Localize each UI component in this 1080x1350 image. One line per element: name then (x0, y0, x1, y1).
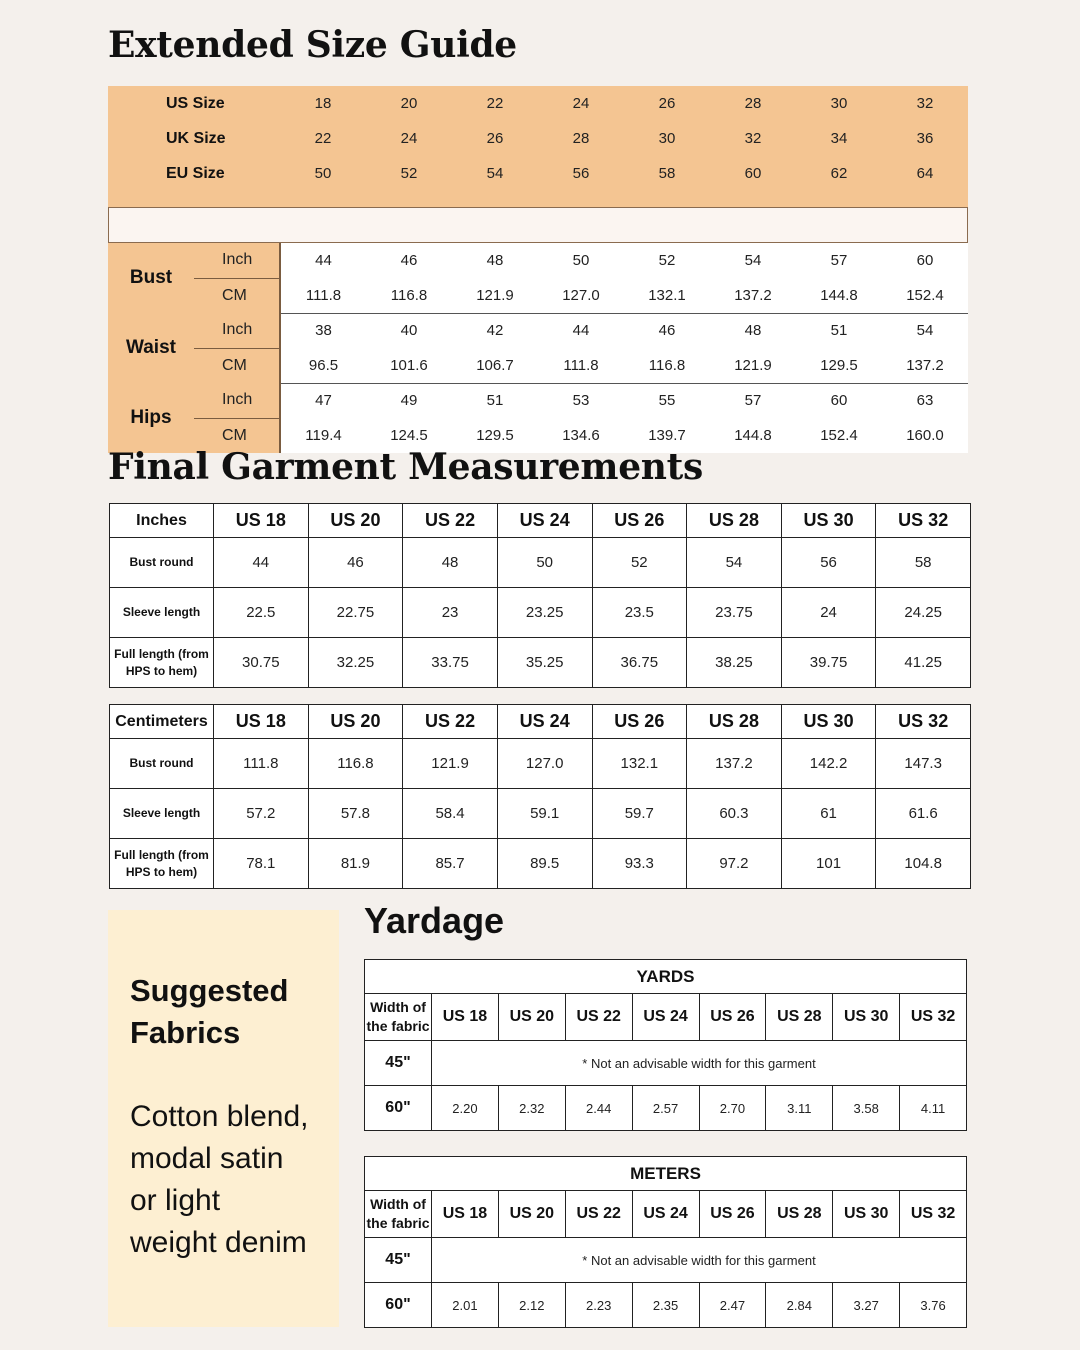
garment-row-label-line: Full length (from (114, 847, 209, 862)
garment-header-row (110, 705, 971, 739)
garment-cell: 132.1 (592, 739, 687, 789)
measurement-cell: 42 (452, 313, 538, 348)
measurement-cell: 48 (452, 243, 538, 278)
blank-box (108, 207, 968, 243)
yardage-size-header: US 30 (833, 994, 900, 1041)
yardage-45-row (365, 1041, 967, 1086)
garment-cell: 89.5 (497, 839, 592, 889)
measurement-cell: 51 (452, 383, 538, 418)
measurement-cell: 132.1 (624, 278, 710, 313)
unit-label-inch: Inch (194, 313, 280, 348)
fabrics-text-line: weight denim (130, 1226, 307, 1259)
garment-cell: 24.25 (876, 588, 971, 638)
garment-size-header: US 26 (592, 504, 687, 538)
yardage-caption: METERS (365, 1157, 967, 1191)
measurement-cell: 46 (624, 313, 710, 348)
garment-cell: 23.5 (592, 588, 687, 638)
garment-size-header: US 32 (876, 705, 971, 739)
measurement-cell: 137.2 (710, 278, 796, 313)
garment-cell: 24 (781, 588, 876, 638)
measurement-cell: 129.5 (796, 348, 882, 383)
measurement-inch-row (108, 313, 968, 348)
garment-cell: 23 (403, 588, 498, 638)
yardage-size-header: US 26 (699, 994, 766, 1041)
unit-label-inch: Inch (194, 383, 280, 418)
measurement-cell: 40 (366, 313, 452, 348)
measurement-cell: 96.5 (280, 348, 366, 383)
garment-header-row (110, 504, 971, 538)
size-guide-title: Extended Size Guide (108, 24, 517, 66)
measurement-cell: 160.0 (882, 418, 968, 453)
garment-size-header: US 20 (308, 705, 403, 739)
size-cell: 24 (366, 121, 452, 156)
fabrics-title-line: Suggested (130, 973, 289, 1008)
garment-cm-table (109, 704, 971, 889)
measurement-name: Waist (108, 313, 194, 383)
spacer-cell (108, 191, 968, 207)
garment-size-header: US 30 (781, 504, 876, 538)
fabric-width-60: 60" (365, 1086, 432, 1131)
garment-cell: 44 (214, 538, 309, 588)
measurement-cell: 144.8 (796, 278, 882, 313)
garment-cell: 58.4 (403, 789, 498, 839)
garment-cell: 97.2 (687, 839, 782, 889)
yardage-cell: 2.70 (699, 1086, 766, 1131)
yardage-size-header: US 22 (565, 1191, 632, 1238)
size-cell: 24 (538, 86, 624, 121)
unit-label-cm: CM (194, 418, 280, 453)
garment-row (110, 588, 971, 638)
size-cell: 54 (452, 156, 538, 191)
garment-cell: 50 (497, 538, 592, 588)
size-cell: 18 (280, 86, 366, 121)
unit-label-cm: CM (194, 278, 280, 313)
size-cell: 22 (280, 121, 366, 156)
width-of-fabric-line: Width of (370, 999, 426, 1015)
yardage-size-header: US 22 (565, 994, 632, 1041)
yardage-cell: 4.11 (900, 1086, 967, 1131)
measurement-cell: 57 (796, 243, 882, 278)
yardage-caption-row (365, 960, 967, 994)
size-cell: 26 (452, 121, 538, 156)
garment-cell: 41.25 (876, 638, 971, 688)
garment-unit-header: Centimeters (110, 705, 214, 739)
measurement-inch-row (108, 383, 968, 418)
measurement-name: Bust (108, 243, 194, 313)
garment-row (110, 789, 971, 839)
measurement-cell: 48 (710, 313, 796, 348)
garment-cell: 127.0 (497, 739, 592, 789)
measurement-cell: 60 (796, 383, 882, 418)
yardage-cell: 3.11 (766, 1086, 833, 1131)
yardage-cell: 2.20 (432, 1086, 499, 1131)
size-cell: 20 (366, 86, 452, 121)
size-row-label: US Size (108, 86, 280, 121)
garment-cell: 38.25 (687, 638, 782, 688)
measurement-cell: 152.4 (796, 418, 882, 453)
measurement-cell: 44 (280, 243, 366, 278)
size-cell: 58 (624, 156, 710, 191)
measurement-cell: 119.4 (280, 418, 366, 453)
width-of-fabric-line: the fabric (366, 1018, 430, 1034)
measurement-cell: 111.8 (280, 278, 366, 313)
yardage-60-row (365, 1086, 967, 1131)
garment-cell: 104.8 (876, 839, 971, 889)
garment-size-header: US 22 (403, 705, 498, 739)
width-of-fabric-header (365, 994, 432, 1041)
yardage-header-row (365, 1191, 967, 1238)
garment-size-header: US 28 (687, 504, 782, 538)
size-row (108, 156, 968, 191)
yardage-size-header: US 26 (699, 1191, 766, 1238)
size-cell: 30 (624, 121, 710, 156)
measurement-cell: 121.9 (452, 278, 538, 313)
blank-box-cell (108, 207, 968, 243)
garment-cell: 147.3 (876, 739, 971, 789)
measurement-cell: 49 (366, 383, 452, 418)
garment-unit-header: Inches (110, 504, 214, 538)
measurement-cell: 52 (624, 243, 710, 278)
size-cell: 32 (882, 86, 968, 121)
size-cell: 52 (366, 156, 452, 191)
garment-cell: 48 (403, 538, 498, 588)
measurement-cell: 116.8 (624, 348, 710, 383)
garment-cell: 46 (308, 538, 403, 588)
yardage-cell: 2.23 (565, 1283, 632, 1328)
size-cell: 28 (710, 86, 796, 121)
garment-row-label: Bust round (110, 538, 214, 588)
garment-size-header: US 24 (497, 504, 592, 538)
garment-cell: 85.7 (403, 839, 498, 889)
garment-cell: 23.25 (497, 588, 592, 638)
garment-cell: 52 (592, 538, 687, 588)
garment-cell: 60.3 (687, 789, 782, 839)
unit-label-cm: CM (194, 348, 280, 383)
garment-cell: 54 (687, 538, 782, 588)
measurement-cell: 116.8 (366, 278, 452, 313)
size-row (108, 121, 968, 156)
size-row-label: EU Size (108, 156, 280, 191)
width-of-fabric-header (365, 1191, 432, 1238)
garment-row-label-line: Full length (from (114, 646, 209, 661)
garment-size-header: US 30 (781, 705, 876, 739)
garment-size-header: US 28 (687, 705, 782, 739)
yardage-45-row (365, 1238, 967, 1283)
size-cell: 62 (796, 156, 882, 191)
measurement-cm-row (108, 278, 968, 313)
size-cell: 28 (538, 121, 624, 156)
garment-cell: 59.1 (497, 789, 592, 839)
yardage-meters-table (364, 1156, 967, 1328)
not-advisable-note: * Not an advisable width for this garment (432, 1041, 967, 1086)
measurement-cell: 60 (882, 243, 968, 278)
garment-size-header: US 22 (403, 504, 498, 538)
garment-cell: 39.75 (781, 638, 876, 688)
garment-size-header: US 18 (214, 705, 309, 739)
garment-cell: 111.8 (214, 739, 309, 789)
fabric-width-45: 45" (365, 1041, 432, 1086)
size-row (108, 86, 968, 121)
garment-cell: 61 (781, 789, 876, 839)
garment-cell: 121.9 (403, 739, 498, 789)
fabrics-title-line: Fabrics (130, 1015, 241, 1050)
size-guide-table (108, 86, 968, 453)
garment-cell: 58 (876, 538, 971, 588)
garment-cell: 22.5 (214, 588, 309, 638)
garment-cell: 101 (781, 839, 876, 889)
fabrics-text (130, 1096, 308, 1264)
size-cell: 56 (538, 156, 624, 191)
yardage-cell: 2.12 (498, 1283, 565, 1328)
measurement-cell: 44 (538, 313, 624, 348)
size-cell: 22 (452, 86, 538, 121)
garment-size-header: US 32 (876, 504, 971, 538)
measurement-cell: 106.7 (452, 348, 538, 383)
garment-row-label: Sleeve length (110, 789, 214, 839)
garment-cell: 36.75 (592, 638, 687, 688)
measurement-cell: 47 (280, 383, 366, 418)
size-cell: 50 (280, 156, 366, 191)
fabrics-text-line: modal satin (130, 1142, 284, 1175)
measurement-cell: 57 (710, 383, 796, 418)
garment-cell: 57.8 (308, 789, 403, 839)
yardage-cell: 3.58 (833, 1086, 900, 1131)
garment-title: Final Garment Measurements (108, 446, 703, 488)
measurement-cell: 38 (280, 313, 366, 348)
measurement-cell: 127.0 (538, 278, 624, 313)
yardage-size-header: US 20 (498, 1191, 565, 1238)
yardage-cell: 2.35 (632, 1283, 699, 1328)
size-cell: 64 (882, 156, 968, 191)
measurement-cell: 144.8 (710, 418, 796, 453)
garment-cell: 116.8 (308, 739, 403, 789)
garment-cell: 22.75 (308, 588, 403, 638)
yardage-size-header: US 24 (632, 994, 699, 1041)
measurement-cell: 63 (882, 383, 968, 418)
measurement-cell: 51 (796, 313, 882, 348)
garment-size-header: US 18 (214, 504, 309, 538)
garment-row (110, 538, 971, 588)
garment-cell: 56 (781, 538, 876, 588)
measurement-cell: 101.6 (366, 348, 452, 383)
yardage-60-row (365, 1283, 967, 1328)
measurement-cell: 134.6 (538, 418, 624, 453)
size-cell: 60 (710, 156, 796, 191)
garment-cell: 93.3 (592, 839, 687, 889)
size-cell: 36 (882, 121, 968, 156)
measurement-inch-row (108, 243, 968, 278)
garment-size-header: US 26 (592, 705, 687, 739)
garment-row-label (110, 839, 214, 889)
yardage-size-header: US 28 (766, 994, 833, 1041)
fabrics-text-line: Cotton blend, (130, 1100, 309, 1133)
size-cell: 32 (710, 121, 796, 156)
garment-row-label-line: HPS to hem) (125, 663, 198, 678)
size-guide-spacer (108, 191, 968, 207)
fabric-width-45: 45" (365, 1238, 432, 1283)
yardage-caption-row (365, 1157, 967, 1191)
yardage-header-row (365, 994, 967, 1041)
garment-cell: 35.25 (497, 638, 592, 688)
garment-row (110, 638, 971, 688)
measurement-cell: 46 (366, 243, 452, 278)
yardage-yards-table (364, 959, 967, 1131)
yardage-size-header: US 32 (900, 994, 967, 1041)
measurement-name: Hips (108, 383, 194, 453)
measurement-cell: 111.8 (538, 348, 624, 383)
size-cell: 34 (796, 121, 882, 156)
width-of-fabric-line: Width of (370, 1196, 426, 1212)
measurement-cell: 55 (624, 383, 710, 418)
garment-cell: 23.75 (687, 588, 782, 638)
fabrics-title (130, 970, 288, 1054)
garment-row (110, 739, 971, 789)
measurement-cell: 50 (538, 243, 624, 278)
measurement-cell: 121.9 (710, 348, 796, 383)
garment-cell: 33.75 (403, 638, 498, 688)
measurement-cell: 137.2 (882, 348, 968, 383)
garment-cell: 30.75 (214, 638, 309, 688)
unit-label-inch: Inch (194, 243, 280, 278)
size-guide-box-row (108, 207, 968, 243)
yardage-cell: 2.01 (432, 1283, 499, 1328)
width-of-fabric-line: the fabric (366, 1215, 430, 1231)
garment-cell: 61.6 (876, 789, 971, 839)
garment-cell: 81.9 (308, 839, 403, 889)
measurement-cell: 54 (710, 243, 796, 278)
not-advisable-note: * Not an advisable width for this garment (432, 1238, 967, 1283)
measurement-cell: 129.5 (452, 418, 538, 453)
garment-size-header: US 24 (497, 705, 592, 739)
yardage-caption: YARDS (365, 960, 967, 994)
yardage-cell: 3.27 (833, 1283, 900, 1328)
garment-row-label: Bust round (110, 739, 214, 789)
yardage-size-header: US 20 (498, 994, 565, 1041)
garment-cell: 78.1 (214, 839, 309, 889)
suggested-fabrics-panel (108, 910, 339, 1327)
measurement-cell: 152.4 (882, 278, 968, 313)
measurement-cell: 124.5 (366, 418, 452, 453)
garment-cell: 137.2 (687, 739, 782, 789)
yardage-cell: 3.76 (900, 1283, 967, 1328)
yardage-title: Yardage (364, 900, 505, 941)
garment-cell: 142.2 (781, 739, 876, 789)
fabric-width-60: 60" (365, 1283, 432, 1328)
yardage-cell: 2.47 (699, 1283, 766, 1328)
garment-row-label: Sleeve length (110, 588, 214, 638)
yardage-cell: 2.32 (498, 1086, 565, 1131)
measurement-cell: 139.7 (624, 418, 710, 453)
measurement-cm-row (108, 348, 968, 383)
size-cell: 30 (796, 86, 882, 121)
yardage-size-header: US 18 (432, 1191, 499, 1238)
measurement-cell: 53 (538, 383, 624, 418)
measurement-cell: 54 (882, 313, 968, 348)
yardage-cell: 2.84 (766, 1283, 833, 1328)
fabrics-text-line: or light (130, 1184, 221, 1217)
yardage-size-header: US 30 (833, 1191, 900, 1238)
garment-cell: 59.7 (592, 789, 687, 839)
garment-row (110, 839, 971, 889)
garment-row-label-line: HPS to hem) (125, 864, 198, 879)
garment-size-header: US 20 (308, 504, 403, 538)
yardage-cell: 2.44 (565, 1086, 632, 1131)
yardage-size-header: US 28 (766, 1191, 833, 1238)
yardage-cell: 2.57 (632, 1086, 699, 1131)
garment-row-label (110, 638, 214, 688)
yardage-size-header: US 18 (432, 994, 499, 1041)
garment-cell: 57.2 (214, 789, 309, 839)
size-cell: 26 (624, 86, 710, 121)
yardage-size-header: US 24 (632, 1191, 699, 1238)
yardage-size-header: US 32 (900, 1191, 967, 1238)
size-row-label: UK Size (108, 121, 280, 156)
garment-cell: 32.25 (308, 638, 403, 688)
garment-inches-table (109, 503, 971, 688)
